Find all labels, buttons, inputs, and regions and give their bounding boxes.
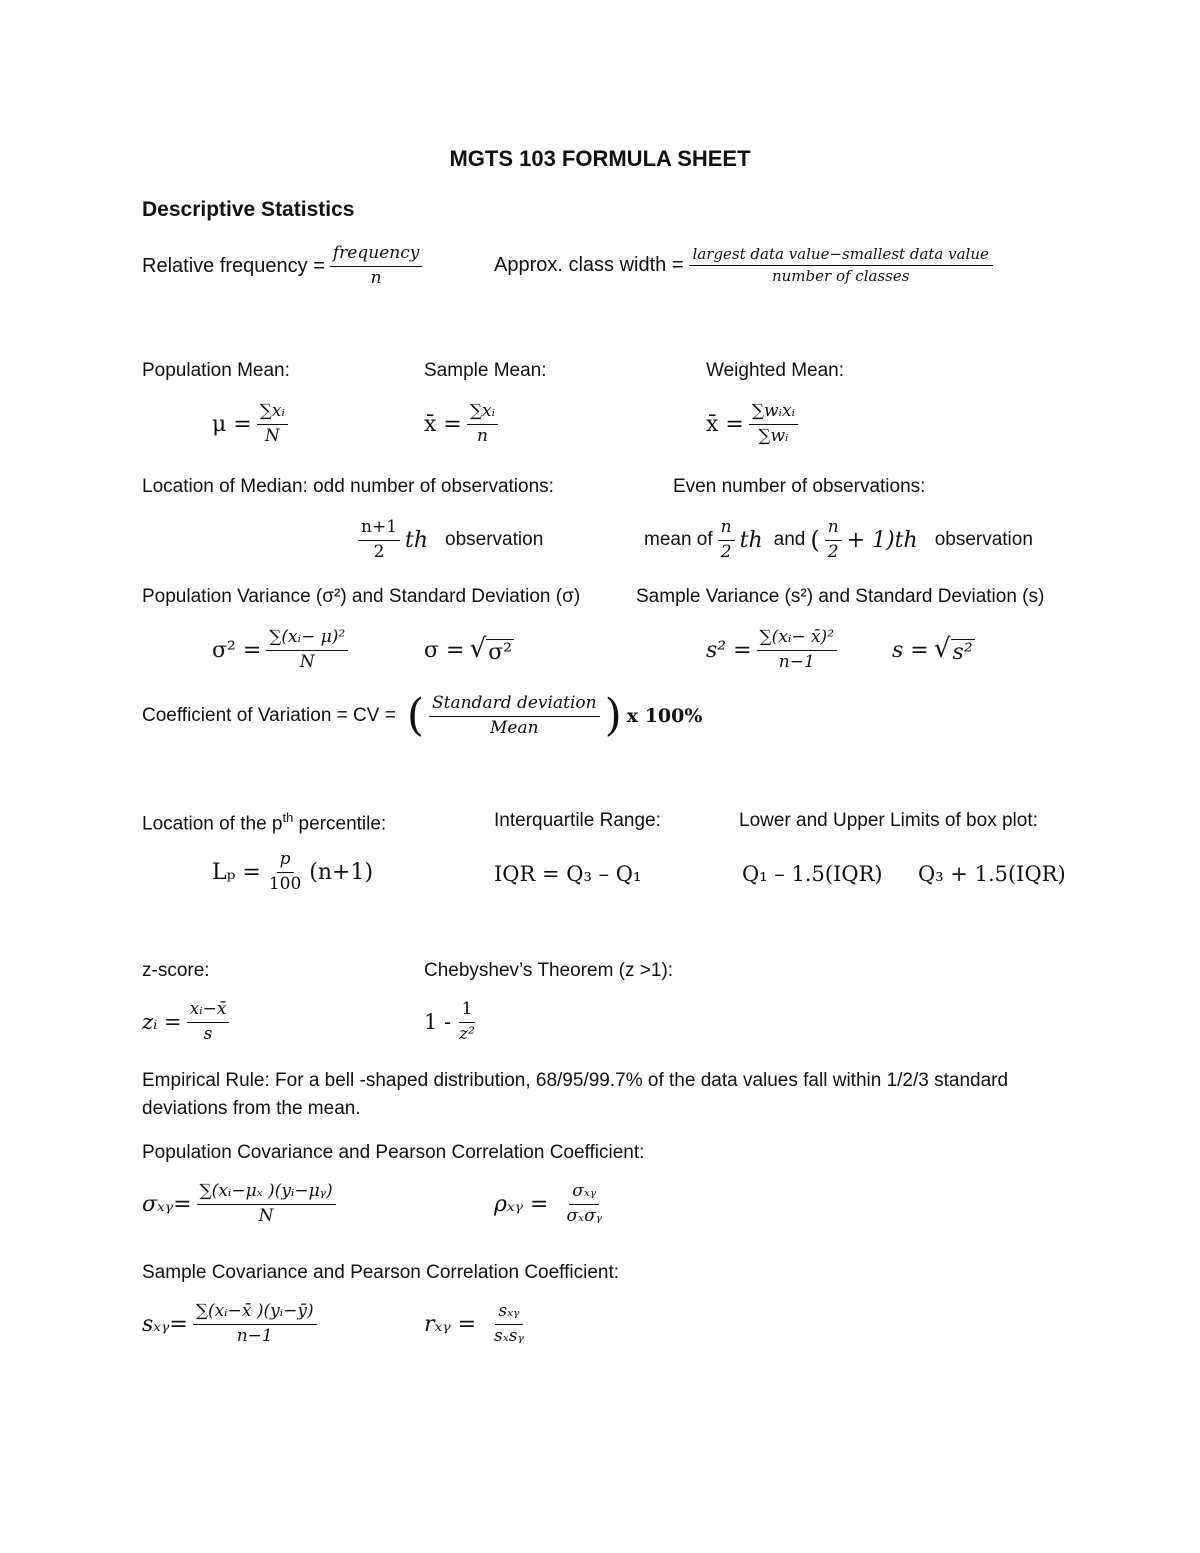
median-odd-numerator: n+1 [358,518,400,541]
boxplot-lower-limit: Q₁ – 1.5(IQR) [742,862,883,886]
sample-mean-formula [424,402,498,446]
percentile-denominator: 100 [268,873,302,894]
median-odd-formula [358,518,543,562]
cv-suffix: x 100% [626,705,703,728]
class-width-label: Approx. class width = [494,254,684,277]
median-even-numerator: n [720,517,732,537]
median-even-denominator: 2 [718,540,735,563]
cv-close-paren: ) [604,690,622,742]
sample-mean-numerator: ∑xᵢ [467,402,498,425]
sample-variance-lhs: s² = [706,637,752,663]
median-odd-th: th [405,527,429,553]
population-sd-sqrt: √ σ² [469,633,513,665]
zscore-formula [142,1000,229,1044]
percentile-label-pre: Location of the p [142,813,283,835]
sample-correlation-numerator: sₓᵧ [495,1302,522,1325]
population-covariance-numerator: ∑(xᵢ−μₓ )(yᵢ−μᵧ) [197,1182,336,1205]
median-even-and: and [773,529,806,551]
class-width-numerator: largest data value−smallest data value [689,246,993,266]
sample-sd-radicand: s² [952,640,973,665]
sample-covariance-numerator: ∑(xᵢ−x̄ )(yᵢ−ȳ) [193,1302,317,1325]
sample-variance-formula [706,628,837,672]
median-location-label: Location of Median: odd number of observations: [142,476,554,497]
sample-variance-denominator: n−1 [778,651,815,672]
weighted-mean-denominator: ∑wᵢ [758,425,789,446]
sample-covariance-label: Sample Covariance and Pearson Correlation Coefficient: [142,1262,620,1283]
median-even-formula [644,518,1033,562]
zscore-lhs: zᵢ = [142,1010,182,1035]
sample-mean-lhs: x̄ = [424,411,462,437]
median-even-open-paren: ( [810,526,820,555]
population-correlation-numerator: σₓᵧ [569,1182,599,1205]
sample-sd-formula [892,633,975,665]
sample-variance-numerator: ∑(xᵢ− x̄)² [757,628,837,651]
population-variance-denominator: N [299,651,315,672]
sample-covariance-formula [142,1302,317,1346]
median-even-denominator-2: 2 [827,541,839,562]
iqr-formula: IQR = Q₃ – Q₁ [494,862,642,886]
population-variance-label: Population Variance (σ²) and Standard Deviation (σ) [142,586,581,607]
weighted-mean-label: Weighted Mean: [706,360,845,381]
iqr-label: Interquartile Range: [494,810,661,831]
median-even-label: Even number of observations: [673,476,926,497]
sample-correlation-denominator: sₓsᵧ [494,1325,524,1346]
weighted-mean-lhs: x̄ = [706,411,744,437]
median-odd-denominator: 2 [373,541,385,562]
sample-mean-label: Sample Mean: [424,360,547,381]
empirical-rule-line-1: Empirical Rule: For a bell -shaped distribution, 68/95/99.7% of the data values fall within 1/2/3 standard [142,1070,1009,1091]
relative-frequency-numerator: frequency [330,244,422,267]
sample-correlation-formula [424,1302,527,1346]
cv-denominator: Mean [490,717,539,738]
zscore-label: z-score: [142,960,210,981]
chebyshev-formula [424,1000,478,1044]
empirical-rule-line-2: deviations from the mean. [142,1098,361,1119]
population-mean-numerator: ∑xᵢ [257,402,288,425]
percentile-formula [212,850,373,894]
population-correlation-formula [494,1182,605,1226]
population-correlation-denominator: σₓσᵧ [566,1205,603,1226]
median-even-prefix: mean of [644,529,713,551]
median-even-plus-th: + 1)th [846,527,918,553]
page-title: MGTS 103 FORMULA SHEET [449,146,751,171]
sample-sd-lhs: s = [892,638,929,663]
chebyshev-denominator: z² [459,1023,475,1044]
population-mean-formula [212,402,288,446]
boxplot-upper-limit: Q₃ + 1.5(IQR) [918,862,1066,886]
population-mean-label: Population Mean: [142,360,290,381]
relative-frequency-formula [142,244,422,288]
chebyshev-lhs: 1 - [424,1010,452,1035]
population-mean-lhs: μ = [212,411,252,437]
median-even-observation: observation [934,529,1033,551]
median-even-th: th [739,527,763,553]
median-odd-observation: observation [445,529,544,551]
population-variance-numerator: ∑(xᵢ− μ)² [266,628,348,651]
zscore-numerator: xᵢ−x̄ [187,1000,230,1023]
cv-numerator: Standard deviation [429,694,600,717]
relative-frequency-label: Relative frequency = [142,254,325,277]
cv-open-paren: ( [406,690,424,742]
percentile-label [142,810,386,835]
sample-correlation-lhs: rₓᵧ = [424,1311,477,1337]
population-covariance-label: Population Covariance and Pearson Correlation Coefficient: [142,1142,645,1163]
population-correlation-lhs: ρₓᵧ = [494,1191,549,1217]
weighted-mean-numerator: ∑wᵢxᵢ [749,402,798,425]
population-variance-lhs: σ² = [212,637,262,663]
population-variance-formula [212,628,348,672]
sample-variance-label: Sample Variance (s²) and Standard Deviation (s) [636,586,1045,607]
percentile-lhs: Lₚ = [212,859,261,885]
population-mean-denominator: N [264,425,280,446]
chebyshev-label: Chebyshev’s Theorem (z >1): [424,960,674,981]
sample-sd-sqrt: √ s² [933,633,973,665]
population-sd-radicand: σ² [488,640,513,665]
population-covariance-formula [142,1182,336,1226]
percentile-rhs: (n+1) [309,859,374,885]
sample-mean-denominator: n [476,425,488,446]
percentile-numerator: p [277,850,294,873]
population-covariance-lhs: σₓᵧ= [142,1191,192,1217]
percentile-label-post: percentile: [293,813,387,835]
cv-label: Coefficient of Variation = CV = [142,705,396,727]
boxplot-label: Lower and Upper Limits of box plot: [739,810,1038,831]
chebyshev-numerator: 1 [459,1000,476,1023]
coefficient-of-variation-formula [142,690,703,742]
population-sd-formula [424,633,514,665]
weighted-mean-formula [706,402,798,446]
class-width-denominator: number of classes [771,267,910,286]
class-width-formula [494,246,993,286]
zscore-denominator: s [203,1023,213,1044]
population-covariance-denominator: N [258,1205,274,1226]
sample-covariance-lhs: sₓᵧ= [142,1311,188,1337]
percentile-label-sup: th [282,810,294,825]
sample-covariance-denominator: n−1 [236,1325,273,1346]
population-sd-lhs: σ = [424,638,465,663]
median-even-numerator-2: n [825,518,842,541]
section-heading-descriptive: Descriptive Statistics [142,198,355,221]
relative-frequency-denominator: n [370,267,382,288]
